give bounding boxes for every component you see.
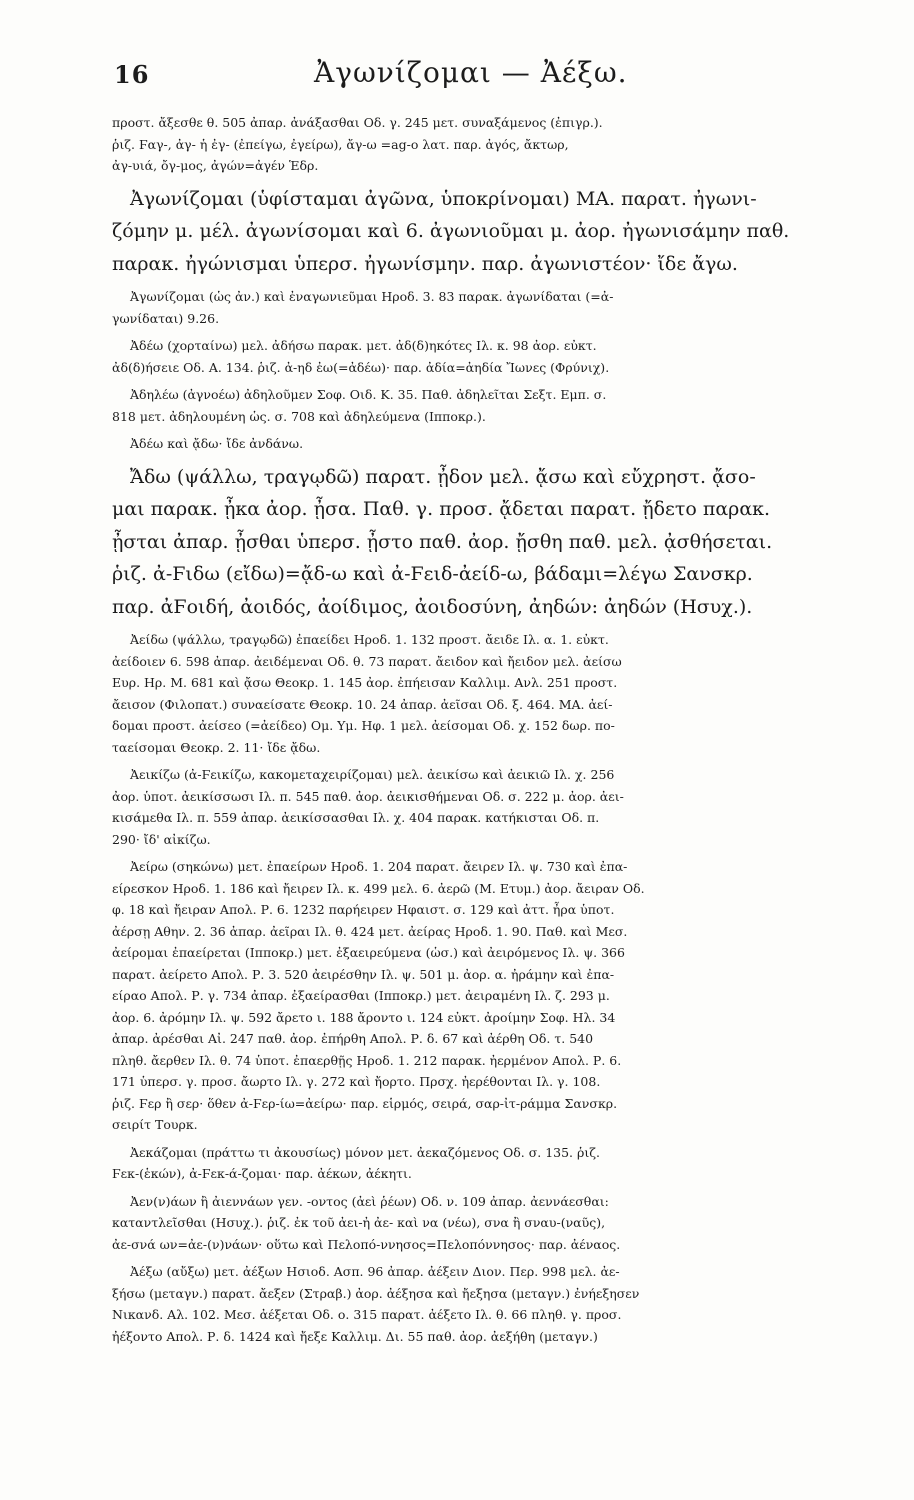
entry-line: ῥιζ. ἀ-Ϝιδω (εἴδω)=ᾄδ-ω καὶ ἀ-Ϝειδ-ἀείδ-ω, βάδαμι=λέγω Σανσκρ.: [112, 563, 753, 585]
entry-line: Ϝεκ-(ἑκών), ἀ-Ϝεκ-ά-ζομαι· παρ. ἀέκων, ἀέκητι.: [112, 1166, 412, 1181]
entry-line: γωνίδαται) 9.26.: [112, 310, 220, 326]
entry-line: ἄεισον (Φιλοπατ.) συναείσατε Θεοκρ. 10. 24 ἀπαρ. ἀεῖσαι Οδ. ξ. 464. ΜΑ. ἀεί-: [112, 696, 613, 712]
entry-line: δομαι προστ. ἀείσεο (=ἀείδεο) Ομ. Υμ. Ηφ. 1 μελ. ἀείσομαι Οδ. χ. 152 δωρ. πο-: [112, 718, 615, 733]
entry-line: Ἀγωνίζομαι (ὑφίσταμαι ἀγῶνα, ὑποκρίνομαι) ΜΑ. παρατ. ἠγωνι-: [130, 187, 757, 210]
dictionary-entry: [112, 112, 824, 177]
entry-line: ἀγ-υιά, ὄγ-μος, ἀγών=ἀγέν Ἑδρ.: [112, 158, 319, 173]
entry-line: ἀείδοιεν 6. 598 ἀπαρ. ἀειδέμεναι Οδ. θ. 73 παρατ. ἄειδον καὶ ἤειδον μελ. ἀείσω: [112, 653, 622, 669]
entry-line: Ἀεν(ν)άων ἢ ἀιεννάων γεν. -οντος (ἀεὶ ῥέων) Οδ. ν. 109 ἀπαρ. ἀεννάεσθαι:: [130, 1193, 609, 1209]
dictionary-entry: [112, 286, 824, 329]
entry-line: πληθ. ἄερθεν Ιλ. θ. 74 ὑποτ. ἐπαερθῇς Ηροδ. 1. 212 παρακ. ἠερμένον Απολ. Ρ. 6.: [112, 1052, 622, 1068]
entry-line: ταείσομαι Θεοκρ. 2. 11· ἴδε ᾄδω.: [112, 739, 321, 755]
entry-line: καταντλεῖσθαι (Ησυχ.). ῥιζ. ἐκ τοῦ ἀει-ἠ ἀε- καὶ να (νέω), σνα ἢ σναυ-(ναῦς),: [112, 1215, 606, 1230]
entry-line: κισάμεθα Ιλ. π. 559 ἀπαρ. ἀεικίσσασθαι Ιλ. χ. 404 παρακ. κατήκισται Οδ. π.: [112, 810, 600, 825]
dictionary-entry: [112, 764, 824, 850]
entry-line: Ἀγωνίζομαι (ὡς ἀν.) καὶ ἐναγωνιεῦμαι Ηροδ. 3. 83 παρακ. ἀγωνίδαται (=ἀ-: [130, 289, 614, 304]
entry-line: ἠέξοντο Απολ. Ρ. δ. 1424 καὶ ἤεξε Καλλιμ. Δι. 55 παθ. ἀορ. ἀεξήθη (μεταγν.): [112, 1328, 598, 1344]
entry-line: Ἀδέω (χορταίνω) μελ. ἀδήσω παρακ. μετ. ἀδ(δ)ηκότες Ιλ. κ. 98 ἀορ. εὐκτ.: [130, 338, 597, 353]
entry-line: φ. 18 καὶ ἤειραν Απολ. Ρ. 6. 1232 παρήειρεν Ηφαιστ. σ. 129 καὶ ἀττ. ἦρα ὑποτ.: [112, 902, 615, 917]
entry-line: είραο Απολ. Ρ. γ. 734 ἀπαρ. ἐξαείρασθαι (Ιπποκρ.) μετ. ἀειραμένη Ιλ. ζ. 293 μ.: [112, 988, 610, 1003]
entry-line: παρατ. ἀείρετο Απολ. Ρ. 3. 520 ἀειρέσθην Ιλ. ψ. 501 μ. ἀορ. α. ἠράμην καὶ ἐπα-: [112, 966, 615, 982]
dictionary-entries: [112, 112, 824, 1353]
page-number: 16: [114, 60, 150, 89]
entry-line: Ευρ. Ηρ. Μ. 681 καὶ ᾄσω Θεοκρ. 1. 145 ἀορ. ἐπήεισαν Καλλιμ. Ανλ. 251 προστ.: [112, 675, 618, 690]
entry-line: 818 μετ. ἀδηλουμένη ὡς. σ. 708 καὶ ἀδηλεύμενα (Ιπποκρ.).: [112, 408, 486, 424]
entry-line: σειρίτ Τουρκ.: [112, 1117, 198, 1132]
entry-line: ᾖσται ἀπαρ. ᾖσθαι ὑπερσ. ᾖστο παθ. ἀορ. ᾔσθη παθ. μελ. ᾀσθήσεται.: [112, 530, 773, 553]
entry-line: Ἀεκάζομαι (πράττω τι ἀκουσίως) μόνον μετ. ἀεκαζόμενος Οδ. σ. 135. ῥιζ.: [130, 1144, 601, 1160]
entry-line: ξήσω (μεταγν.) παρατ. ἄεξεν (Στραβ.) ἀορ. ἀέξησα καὶ ἤεξησα (μεταγν.) ἐνήεξησεν: [112, 1285, 640, 1301]
dictionary-entry: [112, 433, 824, 455]
entry-line: Ἀείδω (ψάλλω, τραγῳδῶ) ἐπαείδει Ηροδ. 1. 132 προστ. ἄειδε Ιλ. α. 1. εὐκτ.: [130, 632, 609, 647]
entry-line: παρ. ἀϜοιδή, ἀοιδός, ἀοίδιμος, ἀοιδοσύνη, ἀηδών: ἀηδών (Ησυχ.).: [112, 595, 753, 618]
entry-line: ῥιζ. Ϝερ ἢ σερ· ὅθεν ἀ-Ϝερ-ίω=ἀείρω· παρ. εἱρμός, σειρά, σαρ-ἰτ-ράμμα Σανσκρ.: [112, 1095, 618, 1111]
entry-line: Ἀδέω καὶ ᾄδω· ἴδε ἀνδάνω.: [130, 436, 304, 451]
dictionary-entry: [112, 856, 824, 1136]
entry-line: ζόμην μ. μέλ. ἀγωνίσομαι καὶ 6. ἀγωνιοῦμαι μ. ἀορ. ἠγωνισάμην παθ.: [112, 220, 790, 242]
entry-line: Νικανδ. Αλ. 102. Μεσ. ἀέξεται Οδ. ο. 315 παρατ. ἀέξετο Ιλ. θ. 66 πληθ. γ. προσ.: [112, 1307, 622, 1322]
dictionary-entry: [112, 629, 824, 758]
running-title: Ἀγωνίζομαι — Ἀέξω.: [314, 56, 628, 89]
entry-line: ἀε-σνά ων=ἀε-(ν)νάων· οὕτω καὶ Πελοπό-ννησος=Πελοπόννησος· παρ. ἀέναος.: [112, 1236, 621, 1252]
entry-line: παρακ. ἠγώνισμαι ὑπερσ. ἠγωνίσμην. παρ. ἀγωνιστέον· ἴδε ἄγω.: [112, 252, 738, 275]
entry-line: ἀορ. 6. ἀρόμην Ιλ. ψ. 592 ἄρετο ι. 188 ἄροντο ι. 124 εὐκτ. ἀροίμην Σοφ. Ηλ. 34: [112, 1009, 616, 1025]
entry-line: ἀδ(δ)ήσειε Οδ. Α. 134. ῥιζ. ἀ-ηδ ἐω(=ἀδέω)· παρ. ἀδία=ἀηδία Ἴωνες (Φρύνιχ).: [112, 359, 610, 375]
entry-line: ἀορ. ὑποτ. ἀεικίσσωσι Ιλ. π. 545 παθ. ἀορ. ἀεικισθήμεναι Οδ. σ. 222 μ. ἀορ. ἀει-: [112, 788, 624, 804]
dictionary-entry: [112, 1261, 824, 1347]
entry-line: Ἀεικίζω (ἀ-Ϝεικίζω, κακομεταχειρίζομαι) μελ. ἀεικίσω καὶ ἀεικιῶ Ιλ. χ. 256: [130, 767, 615, 782]
entry-line: Ἀείρω (σηκώνω) μετ. ἐπαείρων Ηροδ. 1. 204 παρατ. ἄειρεν Ιλ. ψ. 730 καὶ ἐπα-: [130, 859, 628, 874]
entry-line: ἀείρομαι ἐπαείρεται (Ιπποκρ.) μετ. ἐξαειρεύμενα (ὡσ.) καὶ ἀειρόμενος Ιλ. ψ. 366: [112, 945, 625, 960]
entry-line: ἀπαρ. ἀρέσθαι Αἰ. 247 παθ. ἀορ. ἐπήρθη Απολ. Ρ. δ. 67 καὶ ἀέρθη Οδ. τ. 540: [112, 1031, 594, 1046]
dictionary-entry: [112, 384, 824, 427]
entry-line: προστ. ἄξεσθε θ. 505 ἀπαρ. ἀνάξασθαι Οδ. γ. 245 μετ. συναξάμενος (ἐπιγρ.).: [112, 115, 603, 130]
entry-line: είρεσκον Ηροδ. 1. 186 καὶ ἤειρεν Ιλ. κ. 499 μελ. 6. ἀερῶ (Μ. Ετυμ.) ἀορ. ἄειραν Οδ.: [112, 880, 645, 896]
entry-line: Ἀδηλέω (ἀγνοέω) ἀδηλοῦμεν Σοφ. Οιδ. Κ. 35. Παθ. ἀδηλεῖται Σεξτ. Εμπ. σ.: [130, 387, 607, 402]
entry-line: 171 ὑπερσ. γ. προσ. ἄωρτο Ιλ. γ. 272 καὶ ἤορτο. Πρσχ. ἠερέθονται Ιλ. γ. 108.: [112, 1074, 601, 1089]
dictionary-entry: [112, 335, 824, 378]
entry-line: Ἀέξω (αὔξω) μετ. ἀέξων Ησιοδ. Ασπ. 96 ἀπαρ. ἀέξειν Διον. Περ. 998 μελ. ἀε-: [130, 1264, 620, 1279]
entry-line: Ἄδω (ψάλλω, τραγῳδῶ) παρατ. ᾖδον μελ. ᾄσω καὶ εὔχρηστ. ᾄσο-: [130, 465, 756, 488]
entry-line: ἀέρσῃ Αθην. 2. 36 ἀπαρ. ἀεῖραι Ιλ. θ. 424 μετ. ἀείρας Ηροδ. 1. 90. Παθ. καὶ Μεσ.: [112, 923, 628, 939]
dictionary-entry: [112, 1191, 824, 1256]
entry-line: ῥιζ. Ϝαγ-, ἀγ- ἡ ἐγ- (ἐπείγω, ἐγείρω), ἄγ-ω =ag-o λατ. παρ. ἀγός, ἄκτωρ,: [112, 136, 569, 152]
dictionary-entry: [112, 1142, 824, 1185]
dictionary-entry: [112, 183, 824, 281]
dictionary-entry: [112, 461, 824, 624]
entry-line: μαι παρακ. ᾖκα ἀορ. ᾖσα. Παθ. γ. προσ. ᾄδεται παρατ. ᾔδετο παρακ.: [112, 498, 771, 520]
entry-line: 290· ἴδ' αἰκίζω.: [112, 831, 211, 847]
page-header: [114, 56, 814, 96]
